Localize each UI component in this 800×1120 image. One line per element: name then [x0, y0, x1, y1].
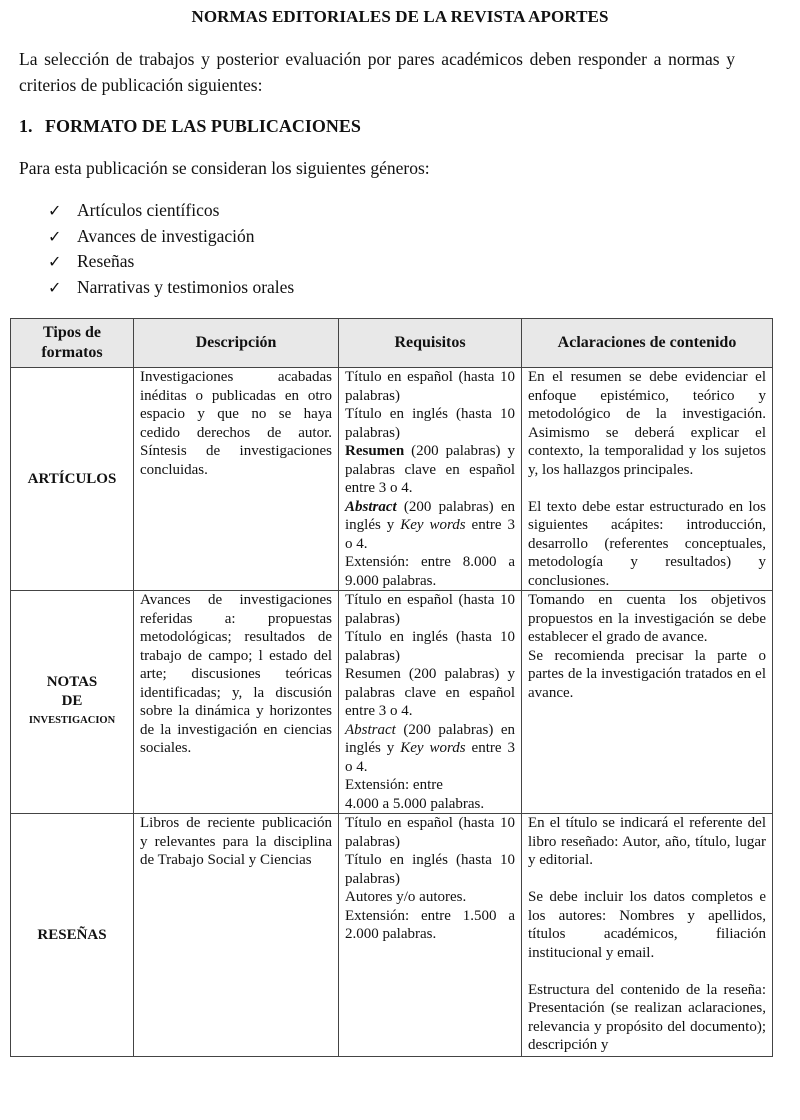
clarification-paragraph: En el título se indicará el referente del libro reseñado: Autor, año, título, lugar y editorial.	[528, 815, 766, 868]
req-abstract	[345, 498, 515, 554]
req-keywords: Key words	[400, 740, 466, 756]
clarification-paragraph: Se debe incluir los datos completos e los autores: Nombres y apellidos, títulos académicos, filiación institucional y email.	[528, 889, 766, 961]
table-header-row	[11, 319, 773, 368]
clarification-paragraph: Se recomienda precisar la parte o partes de la investigación tratados en el avance.	[528, 647, 766, 701]
req-abstract	[345, 721, 515, 777]
description-cell	[134, 814, 339, 1057]
genre-label: Artículos científicos	[77, 200, 220, 220]
description-cell	[134, 368, 339, 591]
req-abstract-label: Abstract	[345, 498, 397, 515]
req-extension-line1: Extensión: entre	[345, 777, 443, 793]
format-type-cell	[11, 814, 134, 1057]
format-type-line1: NOTAS	[46, 674, 98, 691]
table-row	[11, 591, 773, 814]
clarification-paragraph: En el resumen se debe evidenciar el enfoque epistémico, teórico y metodológico de la investigación. Asimismo se deberá explicar el contexto, la temporalidad y los sujetos y, los hallazgos principales.	[528, 369, 766, 478]
format-type-cell	[11, 368, 134, 591]
description-text: Libros de reciente publicación y relevantes para la disciplina de Trabajo Social y Ciencias	[140, 815, 332, 868]
clarifications-cell	[522, 814, 773, 1057]
list-item	[48, 224, 294, 250]
req-authors: Autores y/o autores.	[345, 889, 467, 905]
clarifications-cell	[522, 591, 773, 814]
genre-label: Reseñas	[77, 251, 135, 272]
section-heading	[19, 116, 361, 137]
list-item	[48, 198, 294, 224]
header-type-line2: formatos	[41, 344, 103, 361]
req-title-en: Título en inglés (hasta 10 palabras)	[345, 852, 515, 887]
req-extension: Extensión: entre 8.000 a 9.000 palabras.	[345, 554, 515, 589]
requirements-cell	[339, 814, 522, 1057]
genres-intro: Para esta publicación se consideran los siguientes géneros:	[19, 158, 430, 178]
format-type: RESEÑAS	[37, 926, 107, 943]
clarification-paragraph: Estructura del contenido de la reseña: Presentación (se realizan aclaraciones, relevancia y propósito del documento); descripción y	[528, 981, 766, 1053]
header-type-line1: Tipos de	[43, 324, 101, 341]
header-type	[11, 319, 134, 368]
format-type-cell	[11, 591, 134, 814]
clarification-paragraph: El texto debe estar estructurado en los siguientes acápites: introducción, desarrollo (referentes conceptuales, metodología y resultados) y conclusiones.	[528, 498, 766, 589]
section-number: 1.	[19, 116, 33, 136]
requirements-cell	[339, 368, 522, 591]
req-title-es: Título en español (hasta 10 palabras)	[345, 592, 515, 627]
table-row	[11, 368, 773, 591]
req-resumen-label: Resumen	[345, 443, 405, 459]
checkmark-icon: ✓	[48, 228, 62, 246]
req-title-es: Título en español (hasta 10 palabras)	[345, 369, 515, 404]
req-abstract-text: (200 palabras) en inglés y	[345, 498, 515, 533]
formats-table	[10, 318, 773, 1057]
description-text: Investigaciones acabadas inéditas o publicadas en otro espacio y que no se haya cedido derechos de autor. Síntesis de investigaciones concluidas.	[140, 369, 332, 478]
description-cell	[134, 591, 339, 814]
checkmark-icon: ✓	[48, 254, 62, 272]
header-requirements: Requisitos	[339, 319, 522, 368]
genre-label: Narrativas y testimonios orales	[77, 277, 295, 298]
list-item	[48, 275, 294, 301]
clarification-paragraph: Tomando en cuenta los objetivos propuestos en la investigación se debe establecer el grado de avance.	[528, 592, 766, 645]
req-abstract-label: Abstract	[345, 721, 396, 738]
req-title-es: Título en español (hasta 10 palabras)	[345, 815, 515, 850]
header-description: Descripción	[134, 319, 339, 368]
req-extension: Extensión: entre 1.500 a 2.000 palabras.	[345, 907, 515, 942]
req-abstract-text: (200 palabras) en inglés y	[345, 721, 515, 756]
req-resumen: Resumen (200 palabras) y palabras clave en español entre 3 o 4.	[345, 666, 515, 719]
checkmark-icon: ✓	[48, 203, 62, 220]
description-text: Avances de investigaciones referidas a: propuestas metodológicas; resultados de trabajo de campo; l estado del arte; discusiones teóricas identificadas; y, la discusión sobre la dinámica y horizontes de la investigación en ciencias sociales.	[140, 592, 332, 756]
req-resumen	[345, 442, 515, 498]
format-type: ARTÍCULOS	[27, 470, 117, 487]
req-abstract-end: entre 3 o 4.	[345, 517, 515, 552]
clarifications-cell	[522, 368, 773, 591]
genre-label: Avances de investigación	[77, 225, 255, 246]
section-title: FORMATO DE LAS PUBLICACIONES	[45, 116, 361, 136]
format-type-line3: INVESTIGACION	[28, 715, 116, 727]
req-resumen-text: (200 palabras) y palabras clave en español entre 3 o 4.	[345, 443, 515, 496]
table-row	[11, 814, 773, 1057]
genres-list	[48, 198, 294, 301]
req-title-en: Título en inglés (hasta 10 palabras)	[345, 406, 515, 441]
document-title: NORMAS EDITORIALES DE LA REVISTA APORTES	[191, 7, 609, 26]
header-clarifications: Aclaraciones de contenido	[522, 319, 773, 368]
format-type-line2: DE	[61, 692, 83, 709]
req-title-en: Título en inglés (hasta 10 palabras)	[345, 629, 515, 664]
checkmark-icon: ✓	[48, 280, 62, 298]
requirements-cell	[339, 591, 522, 814]
list-item	[48, 249, 294, 275]
req-keywords: Key words	[400, 517, 466, 533]
req-extension-line2: 4.000 a 5.000 palabras.	[345, 795, 485, 812]
req-abstract-end: entre 3 o 4.	[345, 740, 515, 775]
intro-paragraph: La selección de trabajos y posterior evaluación por pares académicos deben responder a normas y criterios de publicación siguientes:	[19, 49, 735, 95]
